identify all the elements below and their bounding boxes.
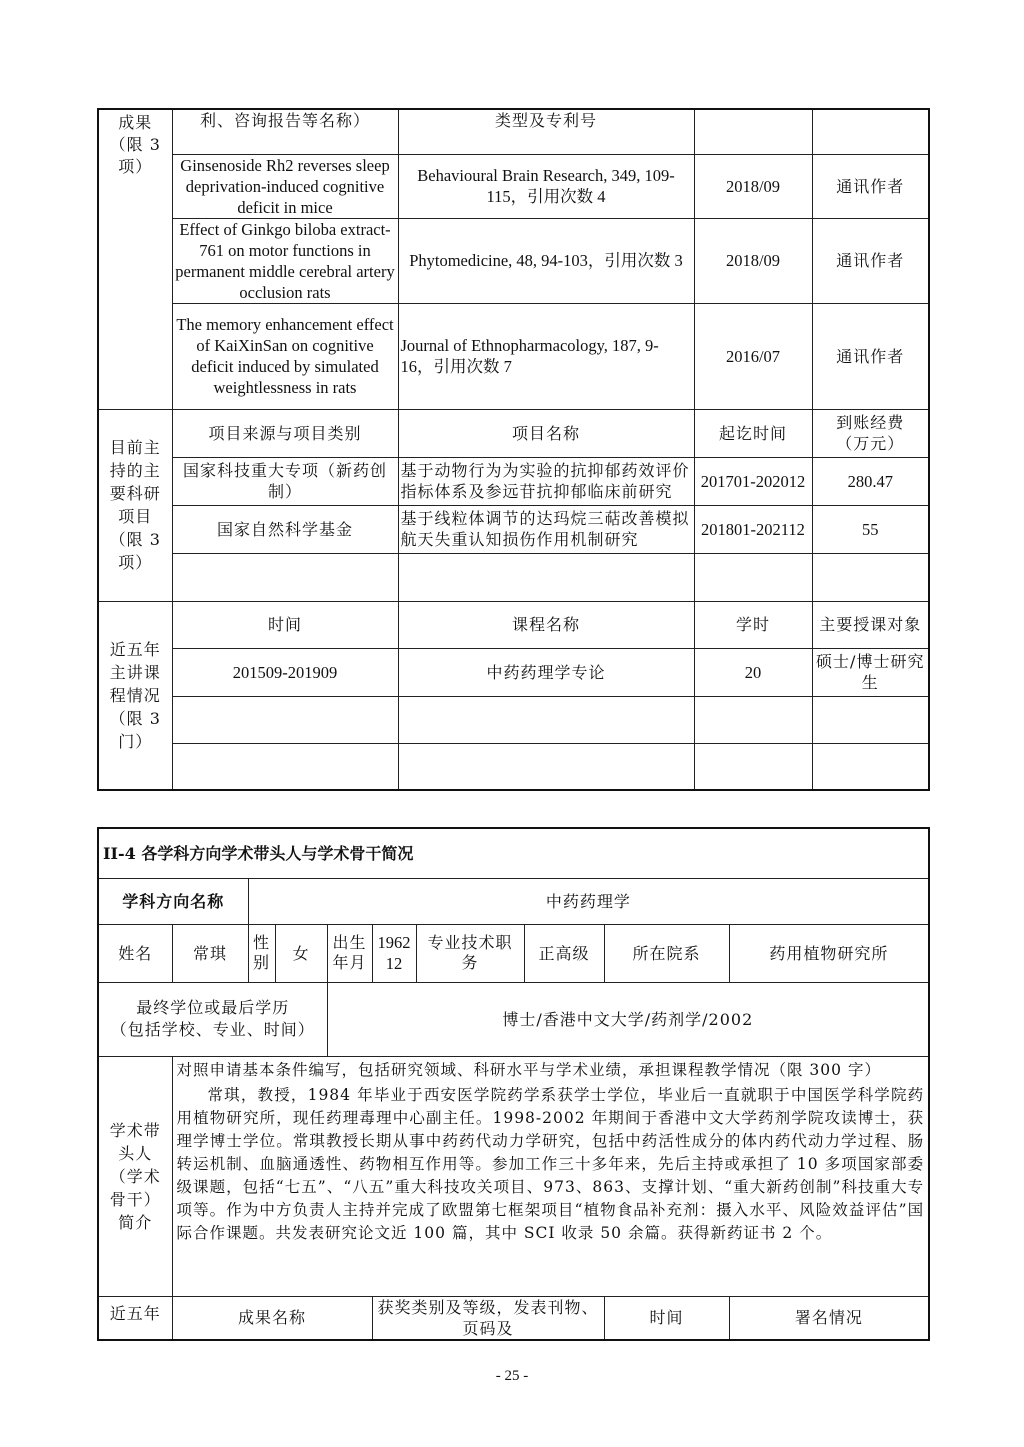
dept-value: 药用植物研究所 — [729, 924, 929, 982]
birth-label: 出生年月 — [327, 924, 372, 982]
project-source: 国家科技重大专项（新药创制） — [172, 457, 398, 505]
project-header-funding: 到账经费 （万元） — [812, 409, 929, 457]
discipline-value: 中药药理学 — [248, 878, 929, 924]
project-header-source: 项目来源与项目类别 — [172, 409, 398, 457]
discipline-label: 学科方向名称 — [98, 878, 248, 924]
course-empty-cell — [398, 743, 694, 790]
recent-header-source: 获奖类别及等级，发表刊物、页码及 — [372, 1296, 604, 1340]
achievement-role: 通讯作者 — [812, 303, 929, 409]
degree-label: 最终学位或最后学历 （包括学校、专业、时间） — [98, 982, 327, 1056]
course-audience: 硕士/博士研究生 — [812, 648, 929, 696]
course-header-time: 时间 — [172, 601, 398, 648]
achievement-name: Effect of Ginkgo biloba extract-761 on motor functions in permanent middle cerebral artery occlusion rats — [172, 218, 398, 303]
name-label: 姓名 — [98, 924, 172, 982]
intro-instruction: 对照申请基本条件编写，包括研究领域、科研水平与学术业绩，承担课程教学情况（限 300 字） — [176, 1060, 881, 1079]
course-name: 中药药理学专论 — [398, 648, 694, 696]
achievement-name: The memory enhancement effect of KaiXinSan on cognitive deficit induced by simulated weightlessness in rats — [172, 303, 398, 409]
academic-leader-table — [97, 827, 930, 1341]
achievement-header-date — [694, 109, 812, 154]
intro-cell — [172, 1056, 929, 1296]
project-funding: 55 — [812, 505, 929, 553]
achievements-row-label: 成果 （限 3 项） — [98, 109, 172, 409]
recent-header-role: 署名情况 — [729, 1296, 929, 1340]
achievement-source: Behavioural Brain Research, 349, 109-115，引用次数 4 — [398, 154, 694, 218]
achievement-name: Ginsenoside Rh2 reverses sleep deprivation-induced cognitive deficit in mice — [172, 154, 398, 218]
course-empty-cell — [172, 696, 398, 743]
project-empty-cell — [172, 553, 398, 601]
faculty-achievements-table — [97, 108, 930, 791]
project-empty-cell — [694, 553, 812, 601]
degree-value: 博士/香港中文大学/药剂学/2002 — [327, 982, 929, 1056]
section-title: II-4 各学科方向学术带头人与学术骨干简况 — [98, 828, 929, 878]
dept-label: 所在院系 — [604, 924, 729, 982]
recent-header-time: 时间 — [604, 1296, 729, 1340]
achievement-date: 2016/07 — [694, 303, 812, 409]
achievement-header-role — [812, 109, 929, 154]
project-period: 201701-202012 — [694, 457, 812, 505]
course-header-audience: 主要授课对象 — [812, 601, 929, 648]
project-name: 基于线粒体调节的达玛烷三萜改善模拟航天失重认知损伤作用机制研究 — [398, 505, 694, 553]
course-empty-cell — [812, 696, 929, 743]
course-time: 201509-201909 — [172, 648, 398, 696]
gender-label: 性别 — [248, 924, 275, 982]
courses-row-label: 近五年 主讲课 程情况 （限 3 门） — [98, 601, 172, 790]
project-header-period: 起讫时间 — [694, 409, 812, 457]
course-empty-cell — [694, 743, 812, 790]
course-empty-cell — [398, 696, 694, 743]
achievement-date: 2018/09 — [694, 218, 812, 303]
recent-header-name: 成果名称 — [172, 1296, 372, 1340]
course-hours: 20 — [694, 648, 812, 696]
recent-label: 近五年 — [98, 1296, 172, 1340]
title-label: 专业技术职 务 — [416, 924, 524, 982]
title-value: 正高级 — [524, 924, 604, 982]
projects-row-label: 目前主 持的主 要科研 项目 （限 3 项） — [98, 409, 172, 601]
project-funding: 280.47 — [812, 457, 929, 505]
achievement-role: 通讯作者 — [812, 154, 929, 218]
course-header-name: 课程名称 — [398, 601, 694, 648]
achievement-date: 2018/09 — [694, 154, 812, 218]
course-empty-cell — [694, 696, 812, 743]
birth-value: 196212 — [372, 924, 416, 982]
achievement-source: Journal of Ethnopharmacology, 187, 9-16，引用次数 7 — [398, 303, 694, 409]
name-value: 常琪 — [172, 924, 248, 982]
page-number: - 25 - — [495, 1368, 529, 1384]
project-source: 国家自然科学基金 — [172, 505, 398, 553]
gender-value: 女 — [275, 924, 327, 982]
intro-text: 常琪，教授，1984 年毕业于西安医学院药学系获学士学位，毕业后一直就职于中国医学科学院药用植物研究所，现任药理毒理中心副主任。1998-2002 年期间于香港中文大学药剂学院攻读博士，获理学博士学位。常琪教授长期从事中药药代动力学研究，包括中药活性成分的体内药代动力学过程、肠转运机制、血脑通透性、药物相互作用等。参加工作三十多年来，先后主持或承担了 10 多项国家部委级课题，包括“七五”、“八五”重大科技攻关项目、973、863、支撑计划、“重大新药创制”科技重大专项等。作为中方负责人主持并完成了欧盟第七框架项目“植物食品补充剂：摄入水平、风险效益评估”国际合作课题。共发表研究论文近 100 篇，其中 SCI 收录 50 余篇。获得新药证书 2 个。 — [176, 1085, 925, 1242]
project-empty-cell — [398, 553, 694, 601]
achievement-header-type: 类型及专利号 — [398, 109, 694, 154]
project-header-name: 项目名称 — [398, 409, 694, 457]
project-name: 基于动物行为为实验的抗抑郁药效评价指标体系及参远苷抗抑郁临床前研究 — [398, 457, 694, 505]
achievement-source: Phytomedicine, 48, 94-103，引用次数 3 — [398, 218, 694, 303]
project-period: 201801-202112 — [694, 505, 812, 553]
project-empty-cell — [812, 553, 929, 601]
intro-label: 学术带 头人 （学术 骨干） 简介 — [98, 1056, 172, 1296]
course-empty-cell — [812, 743, 929, 790]
course-header-hours: 学时 — [694, 601, 812, 648]
achievement-header-name: 利、咨询报告等名称） — [172, 109, 398, 154]
achievement-role: 通讯作者 — [812, 218, 929, 303]
course-empty-cell — [172, 743, 398, 790]
